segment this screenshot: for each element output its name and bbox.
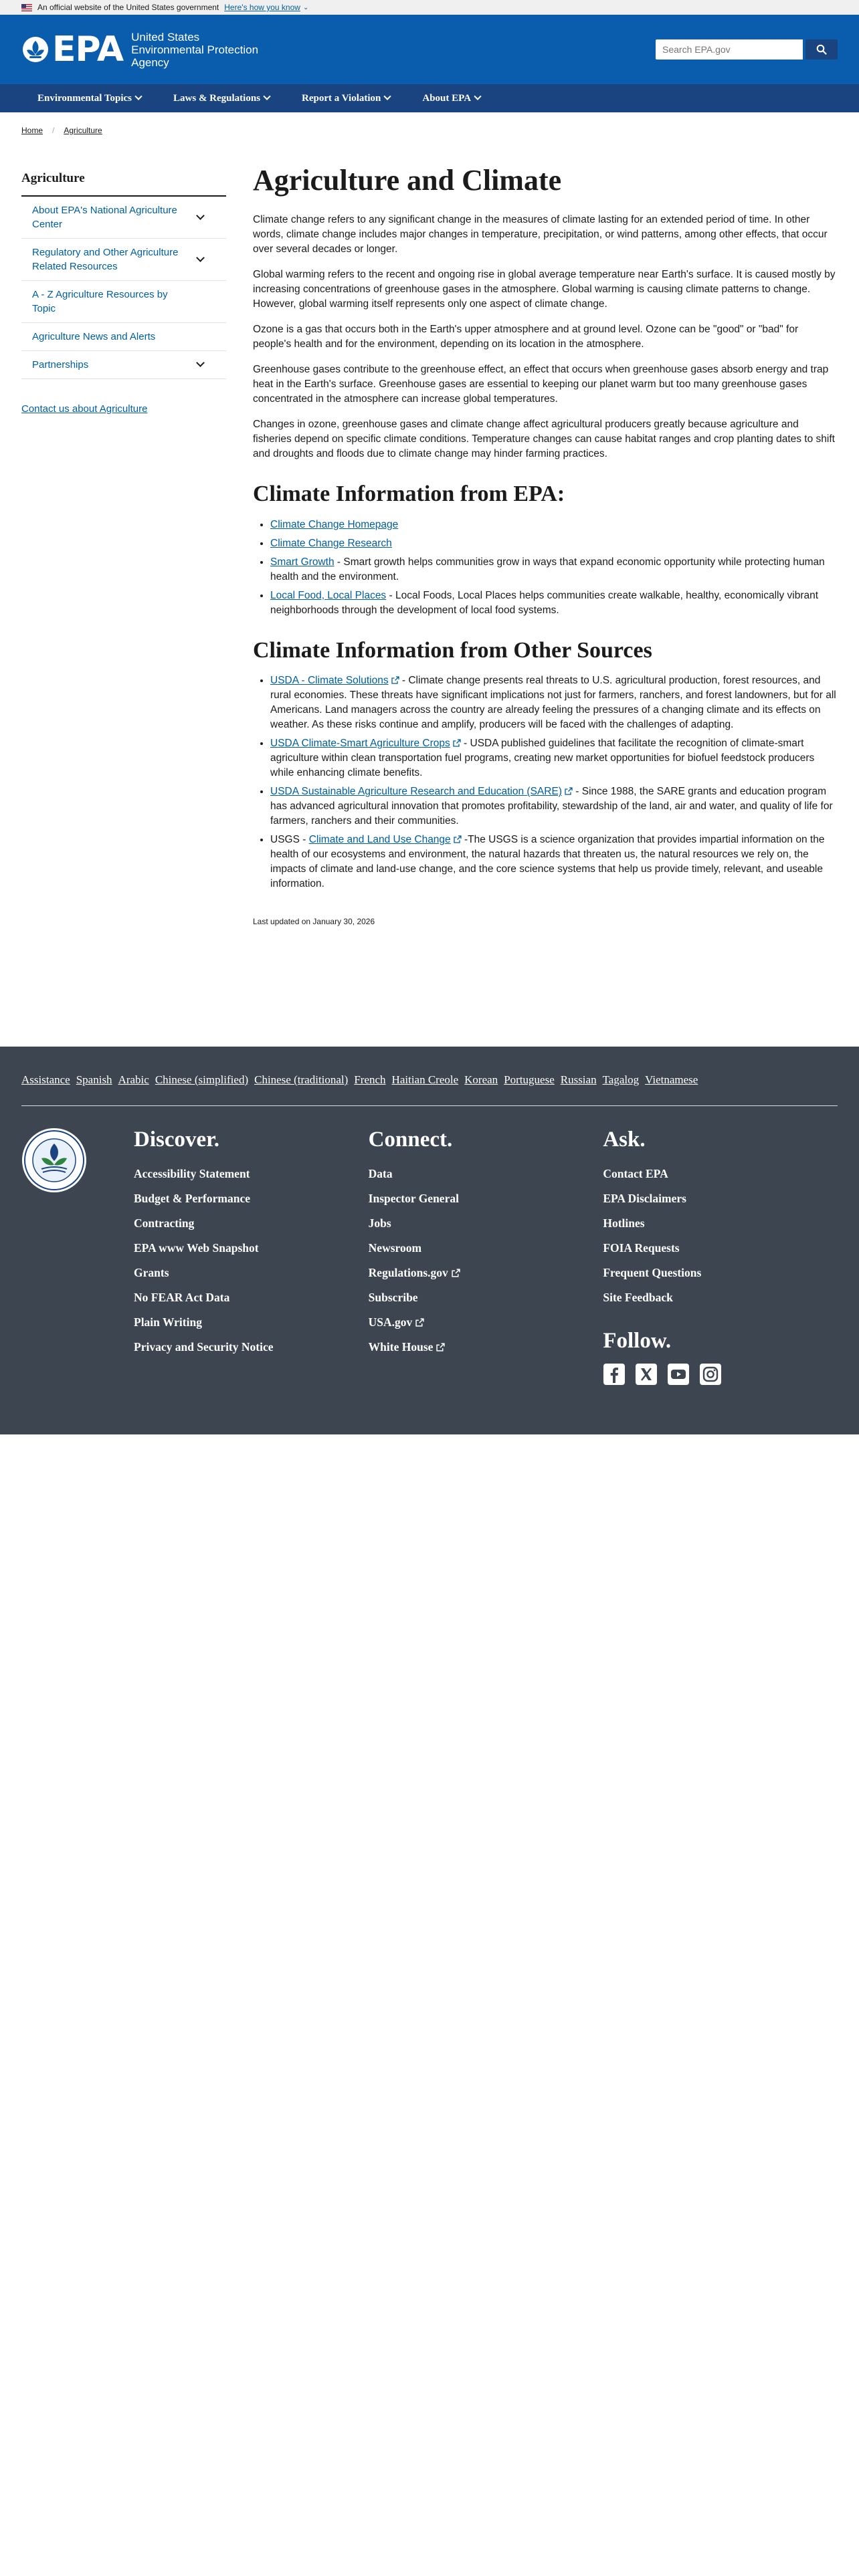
plain-writing-link[interactable]: Plain Writing (134, 1315, 202, 1329)
lang-assistance[interactable]: Assistance (21, 1073, 70, 1086)
site-footer (0, 1047, 859, 1434)
epa-links-list (270, 518, 838, 618)
usa-gov-link[interactable]: USA.gov (369, 1310, 603, 1335)
nav-about-epa[interactable]: About EPA (401, 93, 491, 104)
nav-report-violation[interactable]: Report a Violation (280, 93, 401, 104)
last-updated: Last updated on January 30, 2026 (253, 917, 375, 927)
external-link-icon (565, 787, 573, 795)
sidebar-item-news-alerts[interactable]: Agriculture News and Alerts (21, 323, 226, 351)
budget-link[interactable]: Budget & Performance (134, 1192, 250, 1205)
lang-spanish[interactable]: Spanish (76, 1073, 112, 1086)
breadcrumb-separator: / (52, 126, 55, 135)
local-food-link[interactable]: Local Food, Local Places (270, 589, 387, 601)
list-item: • Smart Growth - Smart growth helps communities grow in ways that expand economic opportunity while protecting human health and the environment. (270, 555, 838, 584)
data-link[interactable]: Data (368, 1167, 393, 1180)
lang-chinese-traditional[interactable]: Chinese (traditional) (254, 1073, 349, 1086)
discover-heading: Discover. (134, 1128, 220, 1152)
lang-russian[interactable]: Russian (560, 1073, 597, 1086)
instagram-icon[interactable] (699, 1363, 722, 1386)
list-item (270, 536, 838, 551)
ask-heading: Ask. (603, 1128, 646, 1152)
newsroom-link[interactable]: Newsroom (368, 1241, 422, 1255)
chevron-down-icon[interactable] (196, 211, 205, 220)
external-link-icon (391, 676, 399, 684)
climate-change-research-link[interactable]: Climate Change Research (270, 537, 392, 549)
lang-haitian-creole[interactable]: Haitian Creole (391, 1073, 459, 1086)
epa-logo[interactable] (21, 31, 258, 69)
chevron-down-icon[interactable] (196, 358, 205, 367)
epa-wordmark: EPA (52, 29, 124, 70)
sidebar (21, 169, 226, 926)
lang-korean[interactable]: Korean (464, 1073, 498, 1086)
privacy-link[interactable]: Privacy and Security Notice (134, 1340, 274, 1354)
search-icon (816, 44, 827, 55)
list-item: • USDA Sustainable Agriculture Research and Education (SARE) - Since 1988, the SARE grants and education program has advanced agricultural innovation that promotes profitability, stewardship of the land, air and water, and quality of life for farmers, ranchers and their communities. (270, 784, 838, 829)
language-links (0, 1047, 859, 1087)
other-sources-heading: Climate Information from Other Sources (253, 637, 652, 663)
usda-climate-solutions-link[interactable]: USDA - Climate Solutions (270, 675, 389, 687)
list-item: • USGS - Climate and Land Use Change -The USGS is a science organization that provides impartial information on the health of our ecosystems and environment, the natural hazards that threaten us, the natural resources we rely on, the impacts of climate and land-use change, and the core science systems that help us provide timely, relevant, and useable information. (270, 833, 838, 891)
external-link-icon (415, 1318, 424, 1327)
climate-change-homepage-link[interactable]: Climate Change Homepage (270, 518, 399, 530)
epa-climate-heading: Climate Information from EPA: (253, 481, 565, 507)
chevron-down-icon (263, 93, 270, 100)
hotlines-link[interactable]: Hotlines (603, 1216, 645, 1230)
grants-link[interactable]: Grants (134, 1266, 169, 1279)
breadcrumb-home[interactable]: Home (21, 126, 43, 135)
search-button[interactable] (805, 39, 838, 60)
chevron-down-icon (384, 93, 391, 100)
main-content (253, 164, 838, 927)
paragraph-ozone: Ozone is a gas that occurs both in the Earth's upper atmosphere and at ground level. Ozone can be "good" or "bad" for people's health and for the environment, depending on its location in the atmosphere. (253, 324, 799, 350)
regulations-gov-link[interactable]: Regulations.gov (369, 1261, 603, 1285)
inspector-general-link[interactable]: Inspector General (368, 1192, 459, 1205)
accessibility-link[interactable]: Accessibility Statement (134, 1167, 250, 1180)
lang-vietnamese[interactable]: Vietnamese (645, 1073, 698, 1086)
sidebar-item-a-z-resources[interactable]: A - Z Agriculture Resources by Topic (21, 281, 226, 323)
follow-heading: Follow. (603, 1329, 672, 1353)
sidebar-item-partnerships[interactable]: Partnerships (21, 351, 226, 379)
contact-epa-link[interactable]: Contact EPA (603, 1167, 668, 1180)
site-feedback-link[interactable]: Site Feedback (603, 1291, 673, 1304)
site-header (0, 15, 859, 84)
usda-climate-smart-link[interactable]: USDA Climate-Smart Agriculture Crops (270, 738, 450, 750)
nav-environmental-topics[interactable]: Environmental Topics (16, 93, 152, 104)
jobs-link[interactable]: Jobs (368, 1216, 391, 1230)
external-link-icon (436, 1343, 445, 1352)
subscribe-link[interactable]: Subscribe (368, 1291, 418, 1304)
page-title: Agriculture and Climate (253, 164, 562, 197)
no-fear-link[interactable]: No FEAR Act Data (134, 1291, 230, 1304)
youtube-icon[interactable] (667, 1363, 690, 1386)
usgs-climate-land-use-link[interactable]: Climate and Land Use Change (308, 834, 451, 846)
external-link-icon (453, 739, 461, 747)
search-form (656, 39, 838, 60)
epa-seal-logo[interactable] (21, 1128, 134, 1386)
frequent-questions-link[interactable]: Frequent Questions (603, 1266, 702, 1279)
facebook-icon[interactable] (603, 1363, 626, 1386)
gov-banner (0, 0, 859, 15)
usda-sare-link[interactable]: USDA Sustainable Agriculture Research and Education (SARE) (270, 786, 562, 798)
lang-chinese-simplified[interactable]: Chinese (simplified) (155, 1073, 249, 1086)
agency-name: United States Environmental Protection Agency (131, 30, 259, 69)
list-item: • USDA - Climate Solutions - Climate change presents real threats to U.S. agricultural production, forest resources, and rural economies. These threats have significant implications not just for farmers, ranchers, and forest landowners, but for all Americans. Land managers across the country are already feeling the pressures of a changing climate and its effects on weather. As these risks continue and amplify, producers will be faced with the challenges of adapting. (270, 673, 838, 732)
list-item (270, 518, 838, 532)
paragraph-global-warming: Global warming refers to the recent and ongoing rise in global average temperature near Earth's surface. It is caused mostly by increasing concentrations of greenhouse gases in the atmosphere. Global warming is causing climate patterns to change. However, global warming itself represents only one aspect of climate change. (253, 269, 836, 310)
chevron-down-icon (134, 93, 142, 100)
footer-connect (369, 1128, 603, 1386)
white-house-link[interactable]: White House (369, 1335, 603, 1360)
footer-discover (134, 1128, 369, 1386)
lang-portuguese[interactable]: Portuguese (504, 1073, 555, 1086)
list-item: • Local Food, Local Places - Local Foods, Local Places helps communities create walkable, healthy, economically vibrant neighborhoods through the development of local food systems. (270, 588, 838, 618)
web-snapshot-link[interactable]: EPA www Web Snapshot (134, 1241, 259, 1255)
footer-divider (21, 1105, 838, 1106)
connect-heading: Connect. (368, 1128, 453, 1152)
paragraph-climate-change: Climate change refers to any significant change in the measures of climate lasting for an extended period of time. In other words, climate change includes major changes in temperature, precipitation, or wind patterns, among other effects, that occur over several decades or longer. (253, 214, 828, 255)
foia-link[interactable]: FOIA Requests (603, 1241, 680, 1255)
footer-ask (603, 1128, 838, 1386)
breadcrumb-agriculture[interactable]: Agriculture (64, 126, 102, 135)
sidebar-item-regulatory-resources[interactable]: Regulatory and Other Agriculture Related Resources (21, 239, 226, 281)
lang-arabic[interactable]: Arabic (118, 1073, 149, 1086)
smart-growth-link[interactable]: Smart Growth (270, 556, 335, 568)
social-links (603, 1363, 838, 1386)
search-input[interactable] (656, 39, 803, 60)
x-icon[interactable] (635, 1363, 658, 1386)
list-item: • USDA Climate-Smart Agriculture Crops - USDA published guidelines that facilitate the recognition of climate-smart agriculture within clean transportation fuel programs, creating new market opportunities for biofuel feedstock producers while enhancing climate benefits. (270, 736, 838, 780)
contracting-link[interactable]: Contracting (134, 1216, 195, 1230)
lang-french[interactable]: French (354, 1073, 386, 1086)
lang-tagalog[interactable]: Tagalog (602, 1073, 640, 1086)
heres-how-you-know-link[interactable]: Here's how you know (224, 3, 300, 12)
gov-banner-text: An official website of the United States government (37, 3, 219, 12)
nav-laws-regulations[interactable]: Laws & Regulations (152, 93, 280, 104)
paragraph-greenhouse-gases: Greenhouse gases contribute to the greenhouse effect, an effect that occurs when greenhouse gases absorb energy and trap heat in the Earth's surface. Greenhouse gases are essential to keeping our planet warm but too many greenhouse gases concentrated in the atmosphere can increase global temperatures. (253, 364, 829, 405)
external-link-icon (452, 1269, 460, 1277)
other-links-list (270, 673, 838, 891)
us-flag-icon (21, 4, 32, 11)
chevron-down-icon (474, 93, 481, 100)
breadcrumb (0, 112, 859, 135)
contact-agriculture-link[interactable]: Contact us about Agriculture (21, 403, 148, 415)
main-nav (0, 84, 859, 112)
disclaimers-link[interactable]: EPA Disclaimers (603, 1192, 686, 1205)
chevron-down-icon[interactable] (196, 253, 205, 262)
sidebar-item-national-agriculture-center[interactable]: About EPA's National Agriculture Center (21, 197, 226, 239)
chevron-down-icon[interactable]: ⌄ (302, 3, 309, 11)
external-link-icon (454, 835, 462, 843)
paragraph-agriculture-impact: Changes in ozone, greenhouse gases and climate change affect agricultural producers greatly because agriculture and fisheries depend on specific climate conditions. Temperature changes can cause habitat ranges and crop planting dates to shift and droughts and floods due to climate change may hinder farming practices. (253, 419, 835, 460)
epa-flower-icon (21, 35, 50, 64)
sidebar-title: Agriculture (21, 171, 226, 197)
